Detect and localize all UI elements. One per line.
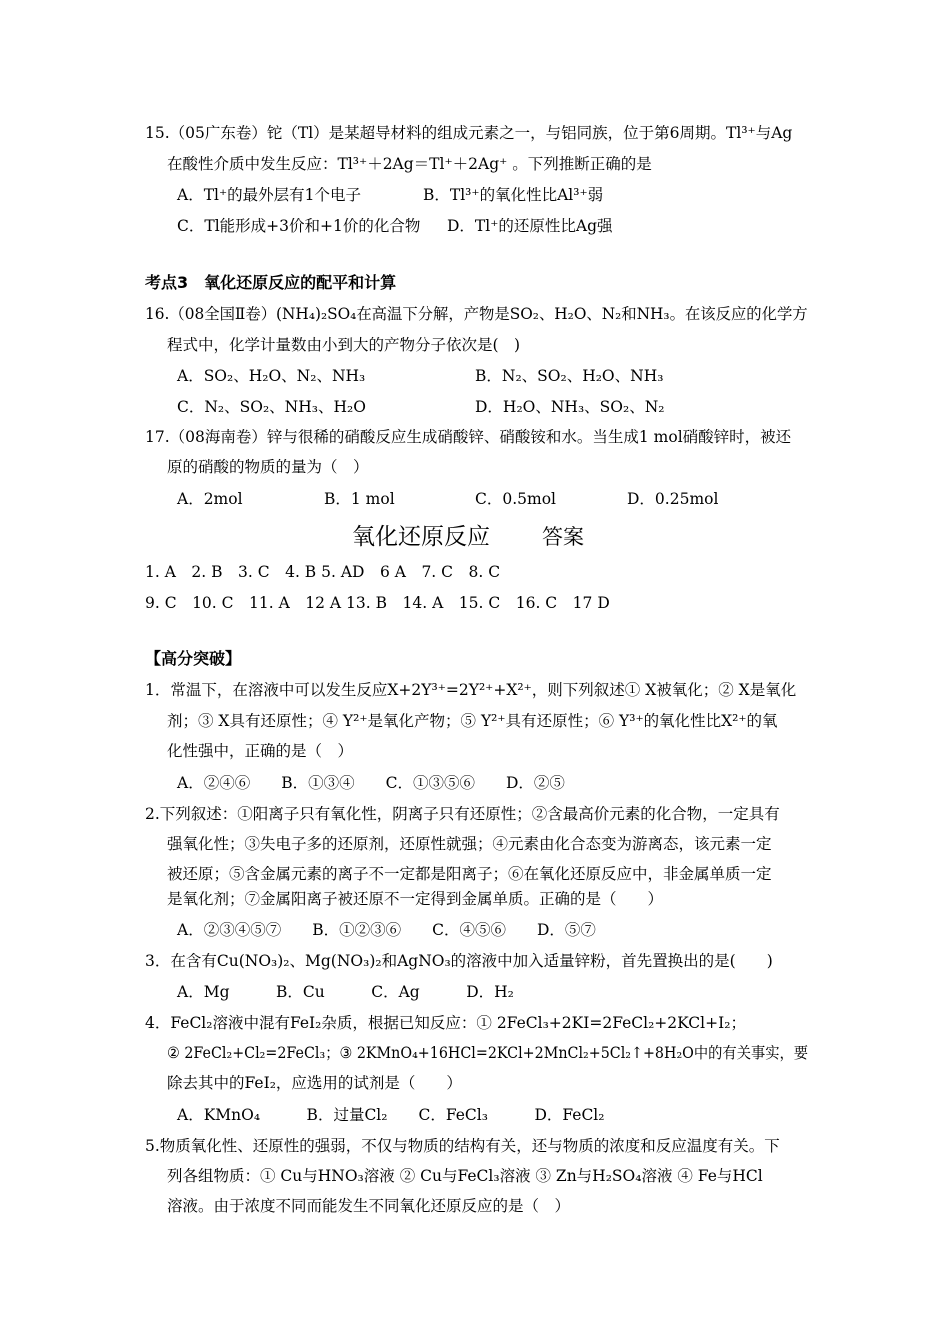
q16-line2: 程式中，化学计量数由小到大的产物分子依次是( ): [167, 336, 521, 354]
q15-line1: 15.（05广东卷）铊（Tl）是某超导材料的组成元素之一，与铝同族，位于第6周期。Tl³⁺与Ag: [145, 124, 793, 142]
q17-option-d: D．0.25mol: [627, 490, 719, 508]
q15-option-d: D．Tl⁺的还原性比Ag强: [447, 217, 613, 235]
p3-line1: 3．在含有Cu(NO₃)₂、Mg(NO₃)₂和AgNO₃的溶液中加入适量锌粉，首先置换出的是( ): [145, 952, 773, 970]
answers-row-1: 1. A 2. B 3. C 4. B 5. AD 6 A 7. C 8. C: [145, 563, 501, 581]
p5-line3: 溶液。由于浓度不同而能发生不同氧化还原反应的是（ ）: [167, 1197, 571, 1215]
p4-line1: 4．FeCl₂溶液中混有FeI₂杂质，根据已知反应：① 2FeCl₃+2KI=2FeCl₂+2KCl+I₂；: [145, 1014, 746, 1032]
p2-line1: 2.下列叙述：①阳离子只有氧化性，阴离子只有还原性；②含最高价元素的化合物，一定具有: [145, 805, 780, 823]
p1-line3: 化性强中，正确的是（ ）: [167, 742, 354, 760]
p4-line2: ② 2FeCl₂+Cl₂=2FeCl₃；③ 2KMnO₄+16HCl=2KCl+2MnCl₂+5Cl₂↑+8H₂O中的有关事实，要: [167, 1044, 809, 1062]
q15-option-b: B．Tl³⁺的氧化性比Al³⁺弱: [423, 186, 604, 204]
q16-option-b: B．N₂、SO₂、H₂O、NH₃: [475, 367, 664, 385]
answers-row-2: 9. C 10. C 11. A 12 A 13. B 14. A 15. C 16. C 17 D: [145, 594, 610, 612]
p4-line3: 除去其中的FeI₂，应选用的试剂是（ ）: [167, 1074, 462, 1092]
section3-heading: 考点3 氧化还原反应的配平和计算: [145, 273, 397, 292]
p1-options: A．②④⑥ B．①③④ C．①③⑤⑥ D．②⑤: [177, 774, 565, 792]
p2-line3: 被还原；⑤含金属元素的离子不一定都是阳离子；⑥在氧化还原反应中，非金属单质一定: [167, 865, 772, 883]
p2-options: A．②③④⑤⑦ B．①②③⑥ C．④⑤⑥ D．⑤⑦: [177, 921, 596, 939]
answers-title: [352, 518, 584, 551]
p5-line2: 列各组物质：① Cu与HNO₃溶液 ② Cu与FeCl₃溶液 ③ Zn与H₂SO₄溶液 ④ Fe与HCl: [167, 1167, 763, 1185]
p3-options: A．Mg B．Cu C．Ag D．H₂: [177, 983, 514, 1001]
p1-line2: 剂；③ X具有还原性；④ Y²⁺是氧化产物；⑤ Y²⁺具有还原性；⑥ Y³⁺的氧化性比X²⁺的氧: [167, 712, 778, 730]
q17-option-c: C．0.5mol: [475, 490, 556, 508]
p2-line2: 强氧化性；③失电子多的还原剂，还原性就强；④元素由化合态变为游离态，该元素一定: [167, 835, 772, 853]
q17-option-b: B．1 mol: [324, 490, 395, 508]
q16-option-c: C．N₂、SO₂、NH₃、H₂O: [177, 398, 366, 416]
q16-line1: 16.（08全国Ⅱ卷）(NH₄)₂SO₄在高温下分解，产物是SO₂、H₂O、N₂和NH₃。在该反应的化学方: [145, 305, 808, 323]
q15-options-ab: [177, 185, 604, 205]
q17-line2: 原的硝酸的物质的量为（ ）: [167, 458, 369, 476]
q15-option-c: C．Tl能形成+3价和+1价的化合物: [177, 217, 421, 235]
p2-line4: 是氧化剂；⑦金属阳离子被还原不一定得到金属单质。正确的是（ ）: [167, 890, 664, 908]
q16-option-d: D．H₂O、NH₃、SO₂、N₂: [475, 398, 665, 416]
highscore-heading: 【高分突破】: [145, 649, 242, 668]
q15-option-a: A．Tl⁺的最外层有1个电子: [177, 186, 362, 204]
q17-option-a: A．2mol: [177, 490, 243, 508]
p5-line1: 5.物质氧化性、还原性的强弱，不仅与物质的结构有关，还与物质的浓度和反应温度有关。下: [145, 1137, 780, 1155]
p4-options: A．KMnO₄ B．过量Cl₂ C．FeCl₃ D．FeCl₂: [177, 1106, 605, 1124]
q15-line2: 在酸性介质中发生反应：Tl³⁺＋2Ag＝Tl⁺＋2Ag⁺ 。下列推断正确的是: [167, 155, 652, 173]
q15-options-cd: [177, 216, 613, 236]
q16-option-a: A．SO₂、H₂O、N₂、NH₃: [177, 367, 366, 385]
q17-line1: 17.（08海南卷）锌与很稀的硝酸反应生成硝酸锌、硝酸铵和水。当生成1 mol硝酸锌时，被还: [145, 428, 792, 446]
answers-title-suffix: 答案: [542, 525, 584, 549]
answers-title-main: 氧化还原反应: [352, 524, 490, 550]
p1-line1: 1．常温下，在溶液中可以发生反应X+2Y³⁺=2Y²⁺+X²⁺，则下列叙述① X被氧化；② X是氧化: [145, 681, 797, 699]
